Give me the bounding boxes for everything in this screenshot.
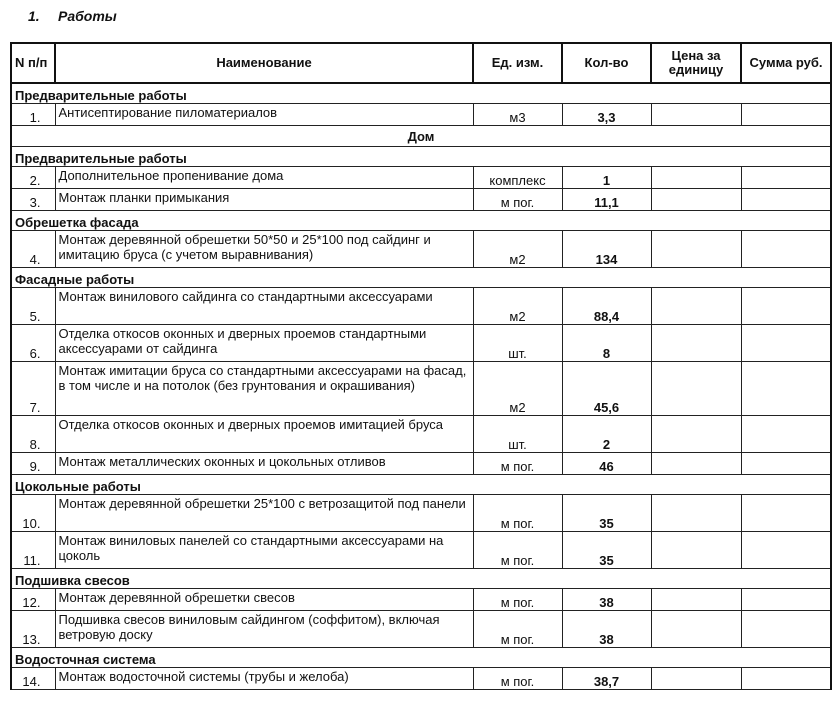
row-qty-cell: 38,7 [562,668,651,690]
row-unit-cell: шт. [473,325,562,362]
row-name-cell: Монтаж деревянной обрешетки 25*100 с ветрозащитой под панели [55,495,473,532]
row-price-cell [651,532,741,569]
section-title-cell: Фасадные работы [11,268,831,288]
row-unit-cell: м пог. [473,453,562,475]
row-price-cell [651,589,741,611]
section-title-cell: Предварительные работы [11,147,831,167]
row-unit-cell: м2 [473,231,562,268]
section-title: Работы [58,8,117,24]
row-name-cell: Монтаж водосточной системы (трубы и желоба) [55,668,473,690]
section-row [11,569,831,589]
row-unit-cell: м пог. [473,589,562,611]
row-name-cell: Монтаж планки примыкания [55,189,473,211]
row-price-cell [651,668,741,690]
row-unit-cell: м2 [473,288,562,325]
row-name-cell: Подшивка свесов виниловым сайдингом (соффитом), включая ветровую доску [55,611,473,648]
row-qty-cell: 38 [562,611,651,648]
row-number-cell: 4. [11,231,55,268]
table-header-row [11,43,831,83]
row-price-cell [651,231,741,268]
row-sum-cell [741,288,831,325]
row-sum-cell [741,453,831,475]
row-name-cell: Монтаж деревянной обрешетки 50*50 и 25*100 под сайдинг и имитацию бруса (с учетом выравнивания) [55,231,473,268]
row-price-cell [651,453,741,475]
row-number-cell: 3. [11,189,55,211]
row-number-cell: 10. [11,495,55,532]
row-name-cell: Монтаж виниловых панелей со стандартными аксессуарами на цоколь [55,532,473,569]
table-row [11,495,831,532]
table-row [11,288,831,325]
row-sum-cell [741,495,831,532]
row-name-cell: Монтаж деревянной обрешетки свесов [55,589,473,611]
row-price-cell [651,362,741,416]
row-qty-cell: 2 [562,416,651,453]
section-title-cell: Подшивка свесов [11,569,831,589]
row-price-cell [651,611,741,648]
row-number-cell: 6. [11,325,55,362]
row-price-cell [651,189,741,211]
table-row [11,104,831,126]
row-qty-cell: 134 [562,231,651,268]
row-qty-cell: 35 [562,532,651,569]
section-row [11,268,831,288]
row-unit-cell: м2 [473,362,562,416]
table-body [11,83,831,690]
section-row [11,475,831,495]
row-number-cell: 2. [11,167,55,189]
row-sum-cell [741,611,831,648]
row-qty-cell: 88,4 [562,288,651,325]
row-sum-cell [741,189,831,211]
row-sum-cell [741,362,831,416]
row-name-cell: Монтаж винилового сайдинга со стандартными аксессуарами [55,288,473,325]
group-title-row [11,126,831,147]
table-row [11,611,831,648]
section-heading [28,8,117,24]
header-price: Цена за единицу [651,43,741,83]
table-row [11,362,831,416]
table-row [11,325,831,362]
section-number: 1. [28,8,40,24]
header-unit: Ед. изм. [473,43,562,83]
row-name-cell: Монтаж металлических оконных и цокольных отливов [55,453,473,475]
section-row [11,211,831,231]
section-title-cell: Цокольные работы [11,475,831,495]
row-name-cell: Дополнительное пропенивание дома [55,167,473,189]
row-price-cell [651,416,741,453]
row-unit-cell: м пог. [473,495,562,532]
row-qty-cell: 46 [562,453,651,475]
section-row [11,83,831,104]
row-unit-cell: м пог. [473,189,562,211]
row-qty-cell: 8 [562,325,651,362]
header-qty: Кол-во [562,43,651,83]
row-qty-cell: 38 [562,589,651,611]
row-unit-cell: м пог. [473,532,562,569]
row-price-cell [651,325,741,362]
row-sum-cell [741,668,831,690]
row-qty-cell: 1 [562,167,651,189]
row-sum-cell [741,231,831,268]
row-number-cell: 14. [11,668,55,690]
table-row [11,167,831,189]
row-number-cell: 9. [11,453,55,475]
row-unit-cell: м пог. [473,611,562,648]
row-name-cell: Отделка откосов оконных и дверных проемов стандартными аксессуарами от сайдинга [55,325,473,362]
section-title-cell: Водосточная система [11,648,831,668]
section-title-cell: Предварительные работы [11,83,831,104]
row-qty-cell: 11,1 [562,189,651,211]
table-row [11,668,831,690]
row-number-cell: 12. [11,589,55,611]
table-row [11,416,831,453]
row-sum-cell [741,167,831,189]
table-row [11,589,831,611]
row-number-cell: 1. [11,104,55,126]
row-name-cell: Отделка откосов оконных и дверных проемов имитацией бруса [55,416,473,453]
group-title-cell: Дом [11,126,831,147]
row-sum-cell [741,325,831,362]
row-qty-cell: 35 [562,495,651,532]
row-price-cell [651,167,741,189]
row-sum-cell [741,532,831,569]
works-table [10,42,832,690]
row-sum-cell [741,104,831,126]
row-number-cell: 13. [11,611,55,648]
table-row [11,189,831,211]
row-number-cell: 7. [11,362,55,416]
section-title-cell: Обрешетка фасада [11,211,831,231]
row-price-cell [651,104,741,126]
row-unit-cell: м3 [473,104,562,126]
row-unit-cell: комплекс [473,167,562,189]
row-price-cell [651,288,741,325]
row-sum-cell [741,589,831,611]
header-name: Наименование [55,43,473,83]
row-qty-cell: 45,6 [562,362,651,416]
row-price-cell [651,495,741,532]
table-row [11,231,831,268]
row-name-cell: Антисептирование пиломатериалов [55,104,473,126]
row-sum-cell [741,416,831,453]
table-row [11,453,831,475]
section-row [11,648,831,668]
row-name-cell: Монтаж имитации бруса со стандартными аксессуарами на фасад, в том числе и на потолок (без грунтования и окрашивания) [55,362,473,416]
header-num: N п/п [11,43,55,83]
row-number-cell: 8. [11,416,55,453]
row-number-cell: 11. [11,532,55,569]
row-qty-cell: 3,3 [562,104,651,126]
row-unit-cell: м пог. [473,668,562,690]
section-row [11,147,831,167]
table-row [11,532,831,569]
header-sum: Сумма руб. [741,43,831,83]
row-unit-cell: шт. [473,416,562,453]
row-number-cell: 5. [11,288,55,325]
